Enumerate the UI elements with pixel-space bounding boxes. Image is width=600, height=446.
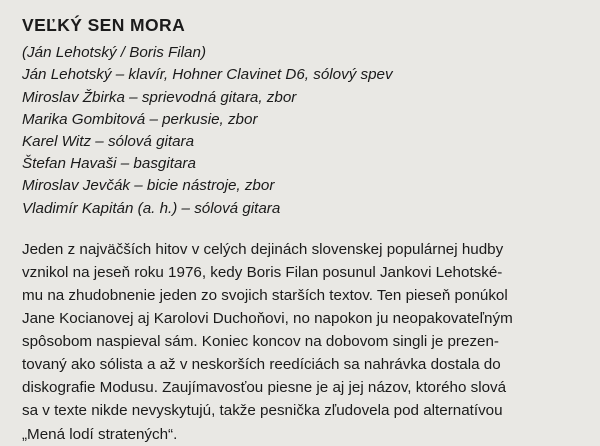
body-line: vznikol na jeseň roku 1976, kedy Boris Filan posunul Jankovi Lehotské-	[22, 263, 503, 281]
body-line: diskografie Modusu. Zaujímavosťou piesne je aj jej názov, ktorého slová	[22, 379, 507, 397]
body-line: sa v texte nikde nevyskytujú, takže pesnička zľudovela pod alternatívou	[22, 402, 503, 420]
body-line: mu na zhudobnenie jeden zo svojich starších textov. Ten pieseň ponúkol	[22, 286, 508, 304]
body-line: Jeden z najväčších hitov v celých dejinách slovenskej populárnej hudby	[22, 240, 504, 258]
section-spacer	[22, 220, 578, 238]
credit-line: Ján Lehotský – klavír, Hohner Clavinet D6, sólový spev	[22, 66, 393, 84]
credit-line: Vladimír Kapitán (a. h.) – sólová gitara	[22, 199, 281, 217]
credit-line: Karel Witz – sólová gitara	[22, 133, 195, 150]
description-paragraph	[22, 238, 578, 446]
body-line: spôsobom naspieval sám. Koniec koncov na dobovom singli je prezen-	[22, 333, 499, 351]
credit-line: (Ján Lehotský / Boris Filan)	[22, 44, 207, 62]
page-title: VEĽKÝ SEN MORA	[22, 15, 186, 35]
body-line: „Mená lodí stratených“.	[22, 425, 178, 443]
body-line: tovaný ako sólista a až v neskorších reedíciách sa nahrávka dostala do	[22, 356, 501, 374]
credit-line: Marika Gombitová – perkusie, zbor	[22, 110, 258, 128]
credit-line: Štefan Havaši – basgitara	[22, 155, 196, 173]
credit-line: Miroslav Jevčák – bicie nástroje, zbor	[22, 177, 275, 195]
credits-block	[22, 42, 578, 220]
body-line: Jane Kocianovej aj Karolovi Duchoňovi, no napokon ju neopakovateľným	[22, 310, 513, 328]
credit-line: Miroslav Žbirka – sprievodná gitara, zbor	[22, 88, 297, 106]
